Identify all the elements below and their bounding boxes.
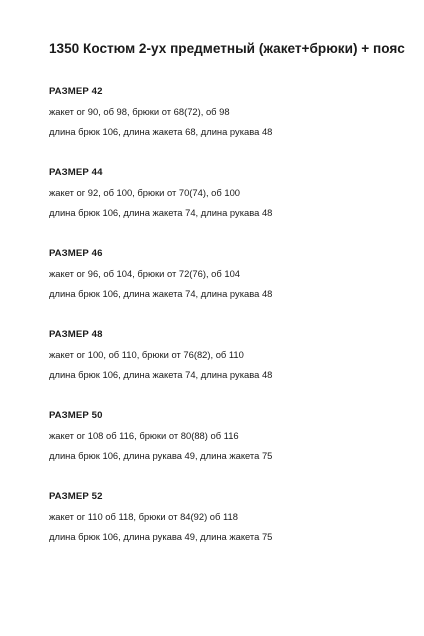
size-measurements-line: жакет ог 110 об 118, брюки от 84(92) об 118 [49,511,238,522]
size-block-42 [49,85,400,139]
size-heading: РАЗМЕР 50 [49,410,103,421]
size-lengths-line: длина брюк 106, длина жакета 74, длина рукава 48 [49,288,273,299]
size-lengths-line: длина брюк 106, длина рукава 49, длина жакета 75 [49,531,273,542]
size-block-46 [49,247,400,301]
size-heading: РАЗМЕР 48 [49,329,103,340]
size-measurements-line: жакет ог 108 об 116, брюки от 80(88) об 116 [49,430,239,441]
size-measurements-line: жакет ог 100, об 110, брюки от 76(82), об 110 [49,349,244,360]
size-heading: РАЗМЕР 42 [49,86,103,97]
size-lengths-line: длина брюк 106, длина рукава 49, длина жакета 75 [49,450,273,461]
size-lengths-line: длина брюк 106, длина жакета 74, длина рукава 48 [49,369,273,380]
size-heading: РАЗМЕР 44 [49,167,103,178]
size-block-50 [49,409,400,463]
size-measurements-line: жакет ог 92, об 100, брюки от 70(74), об 100 [49,187,241,198]
size-block-44 [49,166,400,220]
size-lengths-line: длина брюк 106, длина жакета 68, длина рукава 48 [49,126,273,137]
size-heading: РАЗМЕР 52 [49,491,103,502]
size-lengths-line: длина брюк 106, длина жакета 74, длина рукава 48 [49,207,273,218]
size-block-48 [49,328,400,382]
size-measurements-line: жакет ог 96, об 104, брюки от 72(76), об 104 [49,268,241,279]
size-heading: РАЗМЕР 46 [49,248,103,259]
size-measurements-line: жакет ог 90, об 98, брюки от 68(72), об 98 [49,106,230,117]
document-title: 1350 Костюм 2-ух предметный (жакет+брюки) + пояс [49,41,405,56]
size-block-52 [49,490,400,544]
